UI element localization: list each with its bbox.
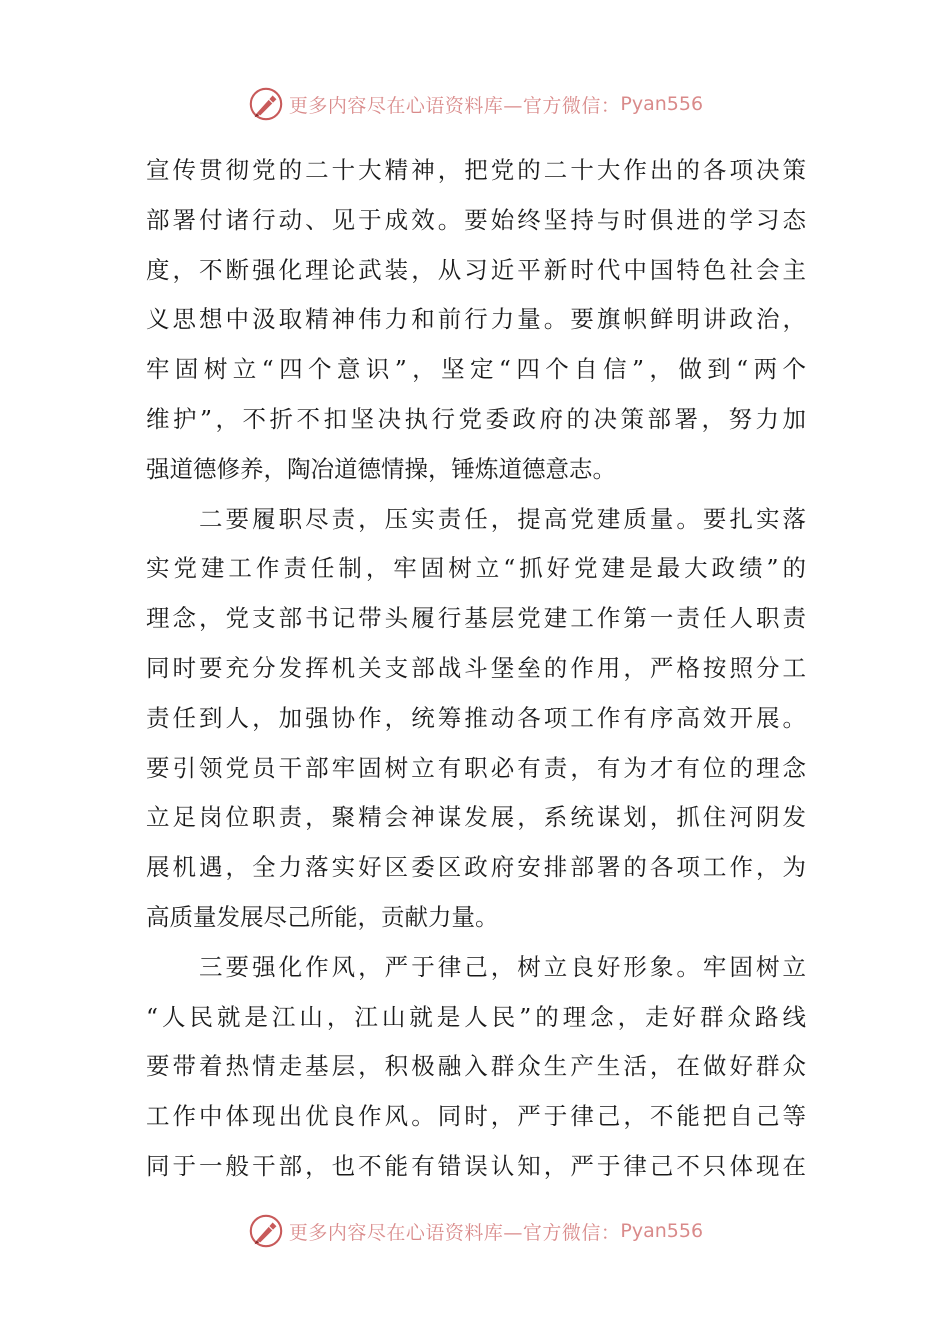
text-line: 高质量发展尽己所能，贡献力量。: [146, 902, 499, 931]
text-line: 度，不断强化理论武装，从习近平新时代中国特色社会主: [146, 255, 806, 284]
text-line: 要带着热情走基层，积极融入群众生产生活，在做好群众: [146, 1052, 806, 1081]
footer-watermark: [0, 1209, 950, 1253]
pen-logo-icon: [247, 85, 285, 123]
text-line: 义思想中汲取精神伟力和前行力量。要旗帜鲜明讲政治，: [146, 305, 806, 334]
watermark-text: 更多内容尽在心语资料库—官方微信：: [288, 1221, 621, 1244]
text-line: 牢固树立“四个意识”，坚定“四个自信”，做到“两个: [146, 355, 806, 384]
text-line: 理念，党支部书记带头履行基层党建工作第一责任人职责: [146, 604, 806, 633]
header-watermark: [0, 82, 950, 126]
watermark-wechat-id: Pyan556: [620, 93, 704, 115]
text-line: 要引领党员干部牢固树立有职必有责，有为才有位的理念: [146, 753, 806, 782]
text-line: 同于一般干部，也不能有错误认知，严于律己不只体现在: [146, 1151, 806, 1180]
paragraph-start-line: 三要强化作风，严于律己，树立良好形象。牢固树立: [146, 952, 806, 981]
text-line: “人民就是江山，江山就是人民”的理念，走好群众路线: [146, 1002, 806, 1031]
watermark-wechat-id: Pyan556: [620, 1220, 704, 1242]
text-line: 实党建工作责任制，牢固树立“抓好党建是最大政绩”的: [146, 554, 806, 583]
pen-logo-icon: [247, 1212, 285, 1250]
document-body: [146, 146, 806, 1192]
text-line: 强道德修养，陶冶道德情操，锤炼道德意志。: [146, 454, 616, 483]
text-line: 部署付诸行动、见于成效。要始终坚持与时俱进的学习态: [146, 205, 806, 234]
text-line: 同时要充分发挥机关支部战斗堡垒的作用，严格按照分工: [146, 653, 806, 682]
watermark-text: 更多内容尽在心语资料库—官方微信：: [288, 94, 621, 117]
text-line: 立足岗位职责，聚精会神谋发展，系统谋划，抓住河阴发: [146, 803, 806, 832]
paragraph-start-line: 二要履职尽责，压实责任，提高党建质量。要扎实落: [146, 504, 806, 533]
text-line: 展机遇，全力落实好区委区政府安排部署的各项工作，为: [146, 853, 806, 882]
text-line: 工作中体现出优良作风。同时，严于律己，不能把自己等: [146, 1102, 806, 1131]
text-line: 宣传贯彻党的二十大精神，把党的二十大作出的各项决策: [146, 156, 806, 184]
text-line: 责任到人，加强协作，统筹推动各项工作有序高效开展。: [146, 703, 806, 732]
text-line: 维护”，不折不扣坚决执行党委政府的决策部署，努力加: [146, 404, 806, 433]
